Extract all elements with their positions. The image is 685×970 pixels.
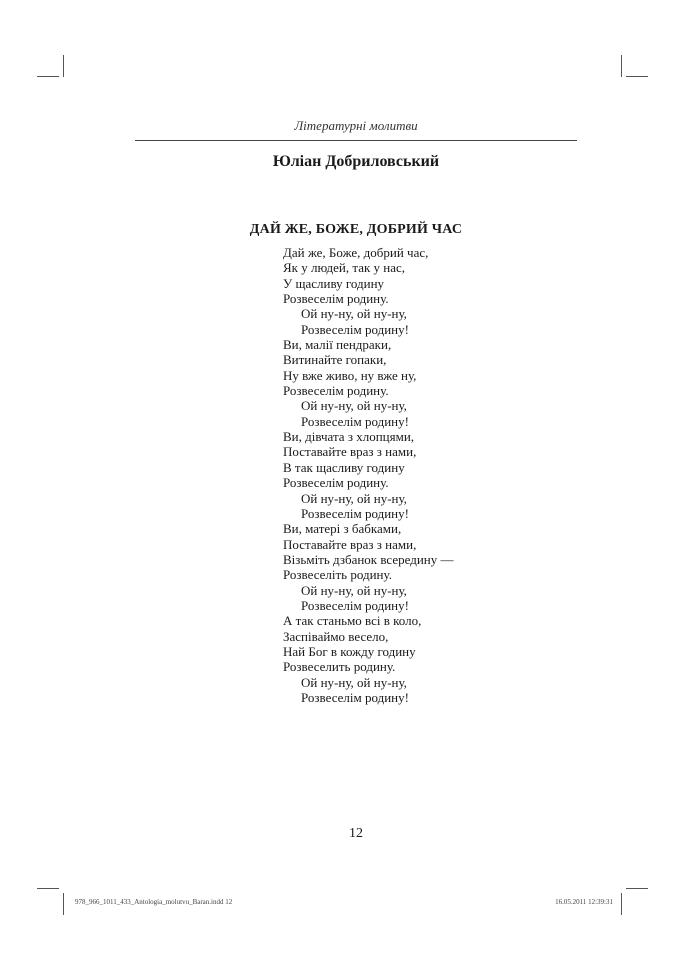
poem-line: Дай же, Боже, добрий час, bbox=[283, 245, 429, 260]
poem-line: Ну вже живо, ну вже ну, bbox=[283, 367, 417, 383]
crop-mark-bottom-right-horizontal bbox=[626, 888, 648, 889]
poem-refrain-line: Ой ну-ну, ой ну-ну, bbox=[301, 582, 407, 598]
poem-line: У щасливу годину bbox=[283, 275, 385, 291]
poem-line: Ви, дівчата з хлопцями, bbox=[283, 429, 415, 445]
print-slug-filename: 978_966_1011_433_Antologia_molutvu_Baran.indd 12 bbox=[75, 898, 233, 906]
poem-line: Ви, матері з бабками, bbox=[283, 521, 402, 537]
poem-refrain-line: Ой ну-ну, ой ну-ну, bbox=[301, 306, 407, 322]
poem-refrain-line: Ой ну-ну, ой ну-ну, bbox=[301, 674, 407, 690]
poem-line: Розвеселім родину. bbox=[283, 475, 389, 491]
poem-line: Розвеселім родину. bbox=[283, 291, 389, 307]
print-slug-datetime: 16.05.2011 12:39:31 bbox=[555, 898, 613, 906]
author-name: Юліан Добриловський bbox=[272, 153, 440, 170]
page-number: 12 bbox=[349, 826, 363, 841]
poem-refrain-line: Ой ну-ну, ой ну-ну, bbox=[301, 490, 407, 506]
crop-mark-bottom-right-vertical bbox=[621, 893, 622, 915]
poem-body bbox=[283, 245, 454, 705]
poem-line: Як у людей, так у нас, bbox=[283, 260, 406, 276]
running-head: Літературні молитви bbox=[294, 118, 418, 133]
crop-mark-top-left-horizontal bbox=[37, 76, 59, 77]
poem-refrain-line: Розвеселім родину! bbox=[301, 505, 409, 521]
header-divider bbox=[135, 140, 577, 141]
poem-line: Поставайте враз з нами, bbox=[283, 536, 417, 552]
crop-mark-top-left-vertical bbox=[63, 55, 64, 77]
crop-mark-bottom-left-horizontal bbox=[37, 888, 59, 889]
crop-mark-top-right-vertical bbox=[621, 55, 622, 77]
poem-line: Поставайте враз з нами, bbox=[283, 444, 417, 460]
poem-line: В так щасливу годину bbox=[283, 459, 405, 475]
crop-mark-bottom-left-vertical bbox=[63, 893, 64, 915]
poem-line: Візьміть дзбанок всередину — bbox=[283, 551, 454, 567]
poem-line: Розвеселіть родину. bbox=[283, 567, 392, 583]
poem-line: Розвеселім родину. bbox=[283, 383, 389, 399]
poem-refrain-line: Розвеселім родину! bbox=[301, 597, 409, 613]
poem-refrain-line: Розвеселім родину! bbox=[301, 689, 409, 705]
poem-line: Розвеселить родину. bbox=[283, 659, 396, 675]
poem-title: ДАЙ ЖЕ, БОЖЕ, ДОБРИЙ ЧАС bbox=[249, 222, 463, 237]
poem-line: Заспіваймо весело, bbox=[283, 628, 389, 644]
crop-mark-top-right-horizontal bbox=[626, 76, 648, 77]
poem-refrain-line: Розвеселім родину! bbox=[301, 321, 409, 337]
poem-line: Витинайте гопаки, bbox=[283, 352, 387, 368]
poem-line: Най Бог в кожду годину bbox=[283, 643, 416, 659]
poem-refrain-line: Ой ну-ну, ой ну-ну, bbox=[301, 398, 407, 414]
poem-line: А так станьмо всі в коло, bbox=[283, 613, 422, 629]
poem-line: Ви, малії пендраки, bbox=[283, 337, 392, 353]
poem-refrain-line: Розвеселім родину! bbox=[301, 413, 409, 429]
